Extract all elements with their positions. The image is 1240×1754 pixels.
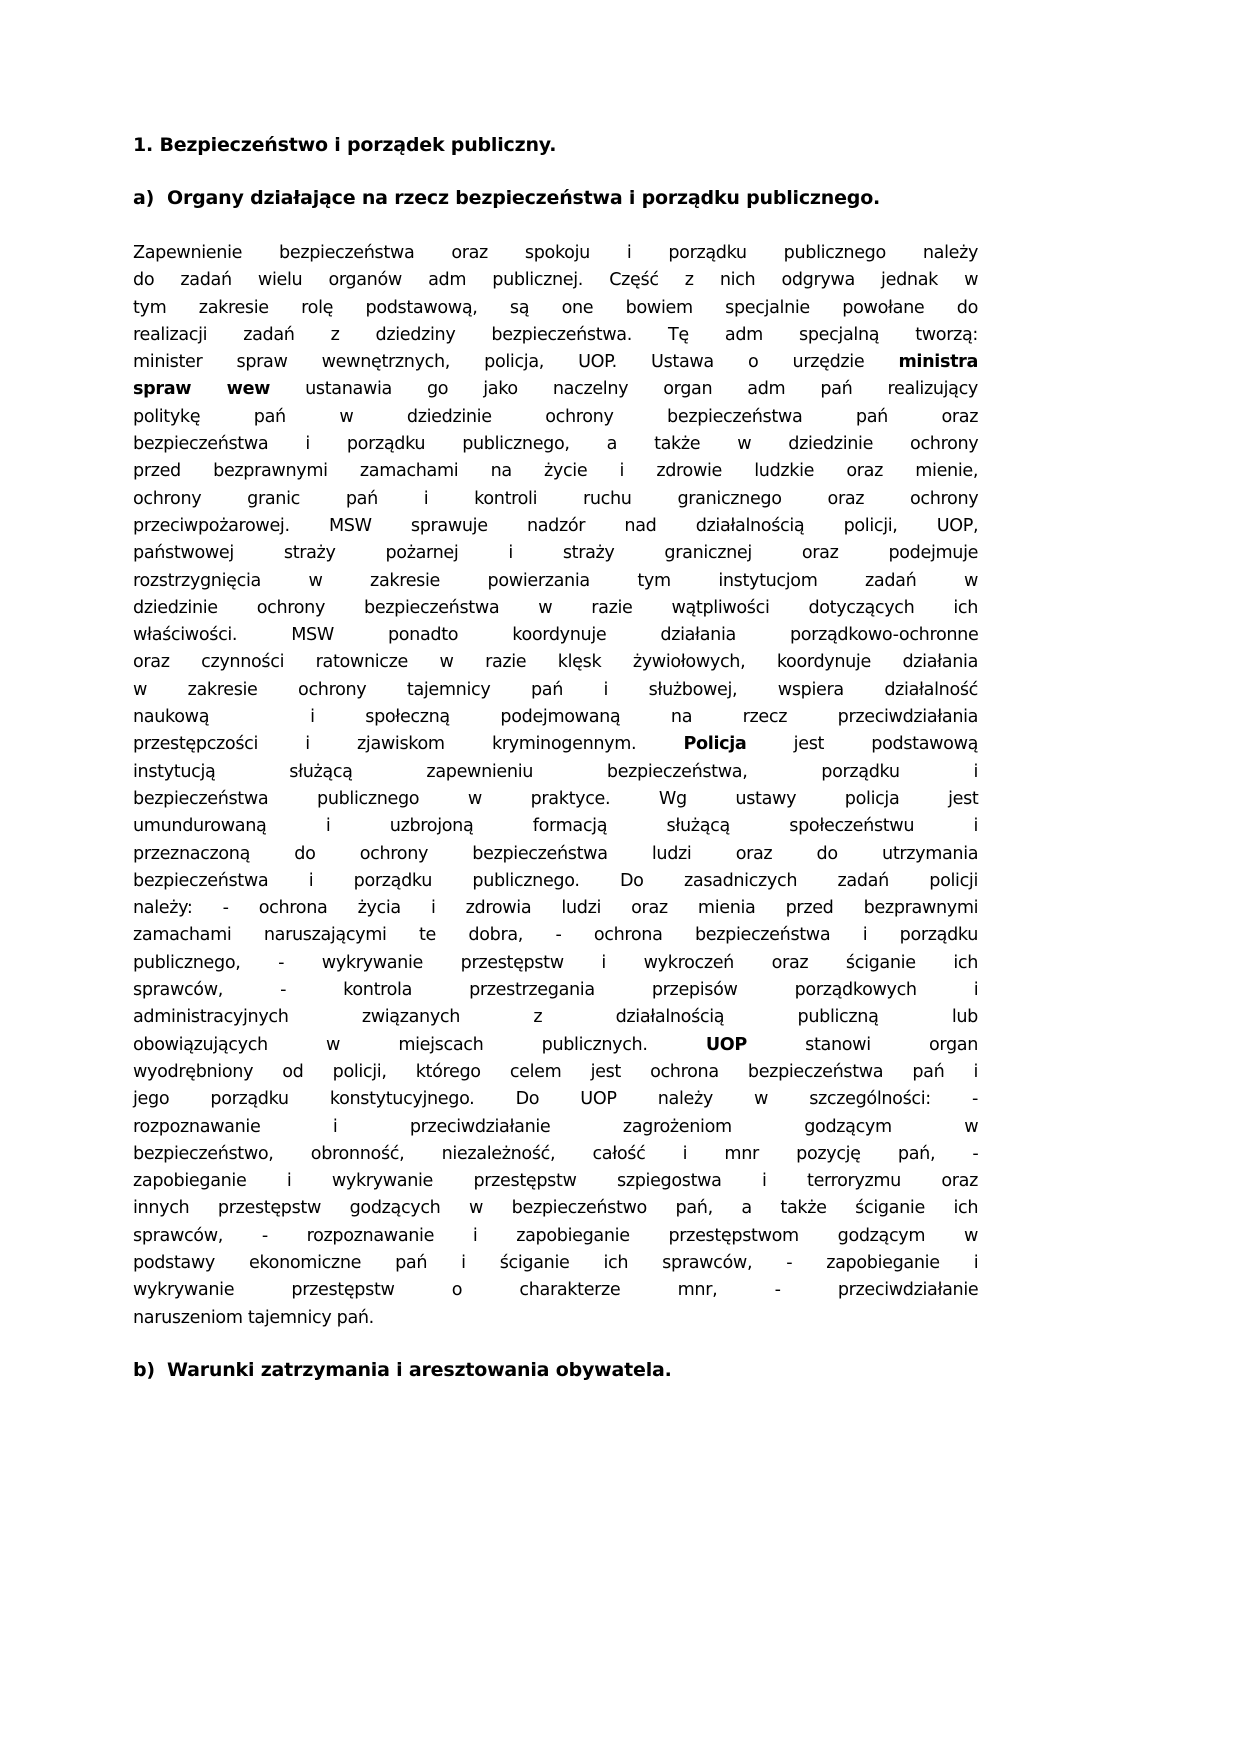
paragraph-line — [133, 376, 978, 403]
paragraph-line — [133, 322, 978, 349]
text-run: naukową i społeczną podejmowaną na rzecz przeciwdziałania — [133, 707, 979, 728]
text-run: przeciwpożarowej. MSW sprawuje nadzór nad działalnością policji, UOP, — [133, 515, 979, 536]
paragraph-line — [133, 1004, 978, 1031]
list-marker: a) — [133, 187, 155, 209]
paragraph-line — [133, 649, 978, 676]
text-run: podstawy ekonomiczne pań i ściganie ich sprawców, - zapobieganie i — [133, 1252, 979, 1273]
text-run: publicznego, - wykrywanie przestępstw i wykroczeń oraz ściganie ich — [133, 952, 978, 973]
paragraph-line — [133, 1141, 978, 1168]
paragraph-line — [133, 568, 978, 595]
text-run: administracyjnych związanych z działalnością publiczną lub — [133, 1007, 978, 1028]
paragraph-line — [133, 950, 978, 977]
paragraph-line — [133, 1086, 978, 1113]
paragraph-line — [133, 786, 978, 813]
heading-section-b — [133, 1357, 978, 1384]
text-run: przed bezprawnymi zamachami na życie i zdrowie ludzkie oraz mienie, — [133, 461, 979, 482]
heading-text: Organy działające na rzecz bezpieczeństwa i porządku publicznego. — [167, 187, 881, 209]
text-run: bezpieczeństwa publicznego w praktyce. Wg ustawy policja jest — [133, 788, 979, 809]
paragraph-line — [133, 868, 978, 895]
text-run: sprawców, - rozpoznawanie i zapobieganie przestępstwom godzącym w — [133, 1225, 979, 1246]
text-run: ochrony granic pań i kontroli ruchu granicznego oraz ochrony — [133, 488, 979, 509]
paragraph-line — [133, 404, 978, 431]
text-run: jego porządku konstytucyjnego. Do UOP należy w szczególności: - — [133, 1089, 978, 1110]
paragraph-line — [133, 240, 978, 267]
bold-term: spraw wew — [133, 379, 271, 400]
text-run: wyodrębniony od policji, którego celem jest ochrona bezpieczeństwa pań i — [133, 1061, 979, 1082]
paragraph-line — [133, 1223, 978, 1250]
paragraph-line — [133, 731, 978, 758]
text-run: stanowi organ — [746, 1034, 979, 1055]
paragraph-line — [133, 841, 978, 868]
paragraph-line — [133, 595, 978, 622]
paragraph-line — [133, 813, 978, 840]
text-run: wykrywanie przestępstw o charakterze mnr, - przeciwdziałanie — [133, 1280, 979, 1301]
paragraph-line — [133, 486, 978, 513]
paragraph-line — [133, 349, 978, 376]
text-run: ustanawia go jako naczelny organ adm pań realizujący — [270, 379, 978, 400]
paragraph-line — [133, 1168, 978, 1195]
document-page — [133, 132, 978, 1384]
text-run: właściwości. MSW ponadto koordynuje działania porządkowo-ochronne — [133, 625, 979, 646]
bold-term: ministra — [898, 352, 978, 373]
paragraph-line — [133, 295, 978, 322]
text-run: bezpieczeństwa i porządku publicznego, a także w dziedzinie ochrony — [133, 434, 979, 455]
bold-term: Policja — [683, 734, 747, 755]
text-run: obowiązujących w miejscach publicznych. — [133, 1034, 706, 1055]
paragraph-line — [133, 1059, 978, 1086]
text-run: w zakresie ochrony tajemnicy pań i służbowej, wspiera działalność — [133, 679, 978, 700]
text-run: sprawców, - kontrola przestrzegania przepisów porządkowych i — [133, 980, 979, 1001]
body-paragraph — [133, 240, 978, 1332]
text-run: do zadań wielu organów adm publicznej. Część z nich odgrywa jednak w — [133, 270, 979, 291]
paragraph-line — [133, 513, 978, 540]
text-run: minister spraw wewnętrznych, policja, UOP. Ustawa o urzędzie — [133, 352, 899, 373]
paragraph-line — [133, 1305, 978, 1332]
paragraph-line — [133, 1114, 978, 1141]
text-run: umundurowaną i uzbrojoną formacją służącą społeczeństwu i — [133, 816, 979, 837]
bold-term: UOP — [705, 1034, 747, 1055]
paragraph-line — [133, 895, 978, 922]
paragraph-line — [133, 267, 978, 294]
text-run: bezpieczeństwa i porządku publicznego. Do zasadniczych zadań policji — [133, 870, 978, 891]
text-run: przeznaczoną do ochrony bezpieczeństwa ludzi oraz do utrzymania — [133, 843, 979, 864]
text-run: innych przestępstw godzących w bezpieczeństwo pań, a także ściganie ich — [133, 1198, 979, 1219]
text-run: jest podstawową — [746, 734, 979, 755]
text-run: państwowej straży pożarnej i straży granicznej oraz podejmuje — [133, 543, 979, 564]
paragraph-line — [133, 677, 978, 704]
paragraph-line — [133, 622, 978, 649]
text-run: naruszeniom tajemnicy pań. — [133, 1307, 374, 1328]
text-run: przestępczości i zjawiskom kryminogennym. — [133, 734, 684, 755]
text-run: rozstrzygnięcia w zakresie powierzania tym instytucjom zadań w — [133, 570, 978, 591]
heading-section-a — [133, 185, 978, 212]
text-run: rozpoznawanie i przeciwdziałanie zagrożeniom godzącym w — [133, 1116, 979, 1137]
text-run: zamachami naruszającymi te dobra, - ochrona bezpieczeństwa i porządku — [133, 925, 978, 946]
text-run: należy: - ochrona życia i zdrowia ludzi oraz mienia przed bezprawnymi — [133, 898, 979, 919]
heading-section-1: 1. Bezpieczeństwo i porządek publiczny. — [133, 134, 557, 156]
text-run: dziedzinie ochrony bezpieczeństwa w razie wątpliwości dotyczących ich — [133, 597, 979, 618]
paragraph-line — [133, 922, 978, 949]
paragraph-line — [133, 1277, 978, 1304]
paragraph-line — [133, 1250, 978, 1277]
paragraph-line — [133, 759, 978, 786]
paragraph-line — [133, 458, 978, 485]
paragraph-line — [133, 977, 978, 1004]
paragraph-line — [133, 1195, 978, 1222]
text-run: politykę pań w dziedzinie ochrony bezpieczeństwa pań oraz — [133, 406, 979, 427]
text-run: oraz czynności ratownicze w razie klęsk żywiołowych, koordynuje działania — [133, 652, 978, 673]
paragraph-line — [133, 1032, 978, 1059]
heading-text: Warunki zatrzymania i aresztowania obywatela. — [167, 1358, 672, 1381]
paragraph-line — [133, 704, 978, 731]
paragraph-line — [133, 431, 978, 458]
text-run: tym zakresie rolę podstawową, są one bowiem specjalnie powołane do — [133, 297, 978, 318]
text-run: Zapewnienie bezpieczeństwa oraz spokoju i porządku publicznego należy — [133, 243, 979, 263]
text-run: instytucją służącą zapewnieniu bezpieczeństwa, porządku i — [133, 761, 979, 782]
text-run: zapobieganie i wykrywanie przestępstw szpiegostwa i terroryzmu oraz — [133, 1171, 978, 1192]
list-marker: b) — [133, 1358, 155, 1381]
text-run: bezpieczeństwo, obronność, niezależność, całość i mnr pozycję pań, - — [133, 1143, 979, 1164]
paragraph-line — [133, 540, 978, 567]
text-run: realizacji zadań z dziedziny bezpieczeństwa. Tę adm specjalną tworzą: — [133, 324, 978, 345]
